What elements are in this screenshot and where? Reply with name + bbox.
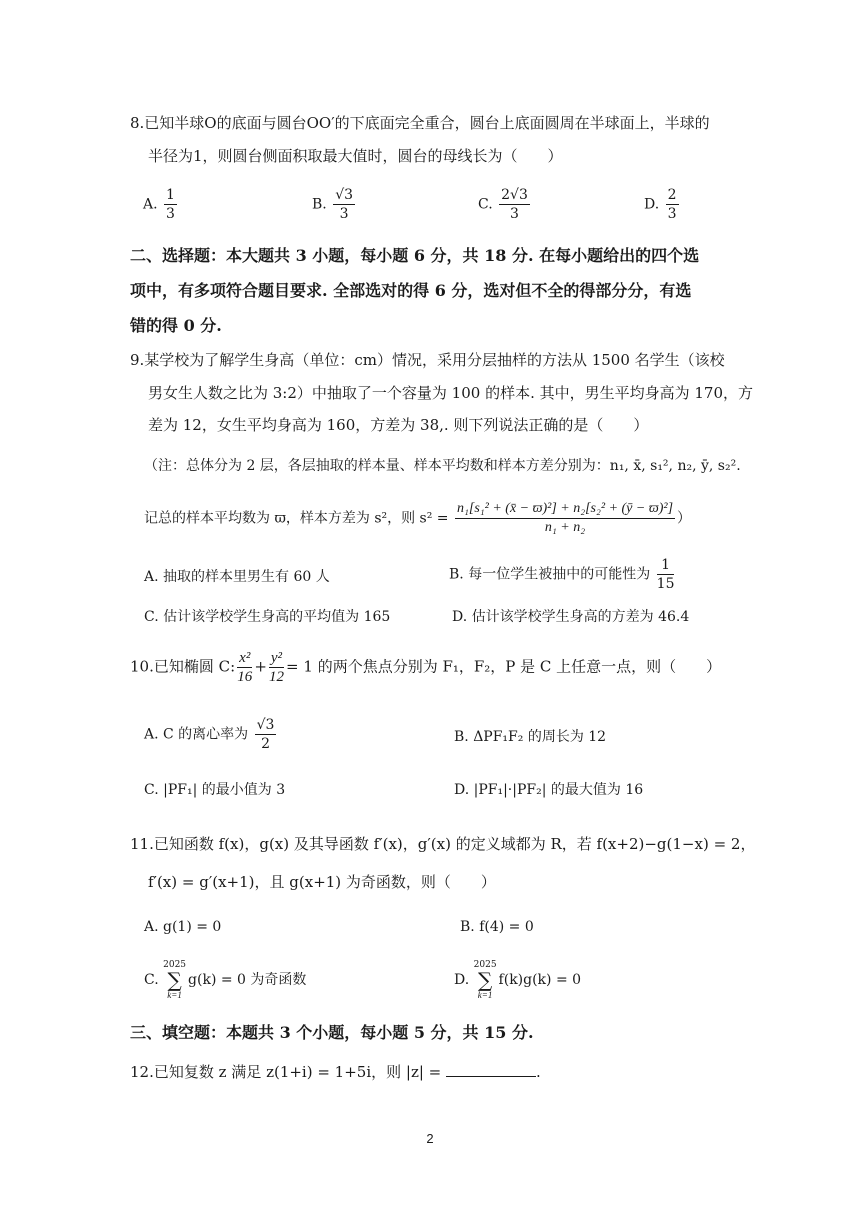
q10-option-b: B. ΔPF₁F₂ 的周长为 12 (454, 729, 607, 745)
sum-upper-limit: 2025 (163, 960, 187, 970)
numerator: n₁[s₁² + (x̄ − ϖ)²] + n₂[s₂² + (ȳ − ϖ)²] (455, 500, 675, 519)
q9-option-b (449, 556, 676, 593)
numerator: 2√3 (501, 187, 528, 203)
variance-fraction (455, 500, 675, 537)
q8-option-b (312, 186, 357, 223)
q12-prefix: 12.已知复数 z 满足 z(1+i) = 1+5i，则 |z| = (130, 1063, 442, 1081)
section2-line2: 项中，有多项符合题目要求. 全部选对的得 6 分，选对但不全的得部分分，有选 (130, 281, 692, 300)
numerator: 2 (667, 187, 677, 203)
numerator: √3 (256, 717, 275, 733)
q9-line3: 差为 12，女生平均身高为 160，方差为 38,. 则下列说法正确的是（ ） (148, 416, 649, 434)
numerator: x² (239, 650, 251, 666)
q11-option-a: A. g(1) = 0 (144, 919, 222, 935)
q9-note1: （注：总体分为 2 层，各层抽取的样本量、样本平均数和样本方差分别为：n₁, x̄, s₁², n₂, ȳ, s₂². (144, 458, 741, 474)
q10-suffix: = 1 的两个焦点分别为 F₁，F₂，P 是 C 上任意一点，则（ ） (286, 657, 722, 676)
section2-line1: 二、选择题：本大题共 3 小题，每小题 6 分，共 18 分. 在每小题给出的四个选 (130, 246, 700, 265)
summation (163, 960, 186, 1000)
fraction (657, 556, 675, 593)
q10-option-a (144, 716, 278, 753)
q8-option-d (644, 186, 681, 223)
option-text: B. 每一位学生被抽中的可能性为 (449, 566, 651, 583)
q9-option-c: C. 估计该学校学生身高的平均值为 165 (144, 609, 391, 625)
fraction (255, 716, 277, 753)
q9-line1: 9.某学校为了解学生身高（单位：cm）情况，采用分层抽样的方法从 1500 名学生（该校 (130, 351, 725, 369)
q11-line1: 11.已知函数 f(x)，g(x) 及其导函数 f′(x)，g′(x) 的定义域都为 R，若 f(x+2)−g(1−x) = 2， (130, 835, 756, 853)
denominator: 12 (268, 669, 284, 685)
plus-sign: + (254, 657, 267, 676)
fraction (164, 186, 177, 223)
numerator: √3 (335, 187, 354, 203)
note2-prefix: 记总的样本平均数为 ϖ，样本方差为 s²，则 s² = (144, 510, 449, 527)
page-number: 2 (426, 1131, 434, 1146)
q8-line2: 半径为1，则圆台侧面积取最大值时，圆台的母线长为（ ） (148, 147, 563, 165)
denominator: 16 (237, 669, 253, 685)
denominator: 2 (261, 736, 271, 752)
numerator: 1 (166, 187, 175, 203)
fraction-y (269, 649, 284, 686)
q12-suffix: . (536, 1063, 541, 1081)
q9-line2: 男女生人数之比为 3:2）中抽取了一个容量为 100 的样本. 其中，男生平均身高为 170，方 (148, 384, 754, 402)
denominator: 3 (339, 206, 349, 222)
sum-upper-limit: 2025 (473, 960, 497, 970)
fraction (499, 186, 530, 223)
q12-stem (130, 1062, 541, 1082)
option-text: A. C 的离心率为 (144, 726, 249, 743)
option-label: D. (644, 196, 660, 213)
sum-lower-limit: k=1 (477, 990, 493, 1000)
denominator: 15 (656, 576, 675, 592)
option-label: C. (478, 196, 493, 213)
q8-line1: 8.已知半球O的底面与圆台OO′的下底面完全重合，圆台上底面圆周在半球面上，半球的 (130, 114, 710, 132)
note2-suffix: ） (677, 510, 692, 527)
sigma-icon: ∑ (167, 968, 182, 992)
q8-option-c (478, 186, 532, 223)
answer-blank[interactable] (446, 1062, 536, 1077)
denominator: 3 (166, 206, 175, 222)
section2-line3: 错的得 0 分. (130, 316, 222, 335)
option-label: B. (312, 196, 327, 213)
option-text: f(k)g(k) = 0 (498, 972, 582, 988)
option-label: A. (143, 196, 158, 213)
q10-prefix: 10.已知椭圆 C: (130, 657, 236, 676)
q10-option-d: D. |PF₁|·|PF₂| 的最大值为 16 (454, 782, 644, 798)
numerator: 1 (657, 556, 675, 575)
q9-option-d: D. 估计该学校学生身高的方差为 46.4 (452, 609, 690, 625)
q11-line2: f′(x) = g′(x+1)，且 g(x+1) 为奇函数，则（ ） (148, 873, 496, 891)
option-label: D. (454, 972, 470, 988)
numerator: y² (270, 650, 283, 666)
fraction (333, 186, 355, 223)
q11-option-b: B. f(4) = 0 (460, 919, 534, 935)
denominator: n₁ + n₂ (544, 520, 586, 535)
fraction (666, 186, 679, 223)
q9-note2 (144, 500, 691, 537)
section3-title: 三、填空题：本题共 3 个小题，每小题 5 分，共 15 分. (130, 1023, 534, 1042)
sum-lower-limit: k=1 (167, 990, 182, 1000)
denominator: 3 (667, 206, 677, 222)
option-label: C. (144, 972, 159, 988)
q11-option-d (454, 960, 581, 1000)
fraction-x (237, 649, 252, 686)
q9-option-a: A. 抽取的样本里男生有 60 人 (144, 569, 330, 585)
q8-option-a (143, 186, 179, 223)
q11-option-c (144, 960, 306, 1000)
q10-stem (130, 649, 721, 686)
option-text: g(k) = 0 为奇函数 (188, 972, 307, 988)
summation (474, 960, 497, 1000)
q10-option-c: C. |PF₁| 的最小值为 3 (144, 782, 286, 798)
denominator: 3 (510, 206, 519, 222)
sigma-icon: ∑ (477, 968, 493, 992)
